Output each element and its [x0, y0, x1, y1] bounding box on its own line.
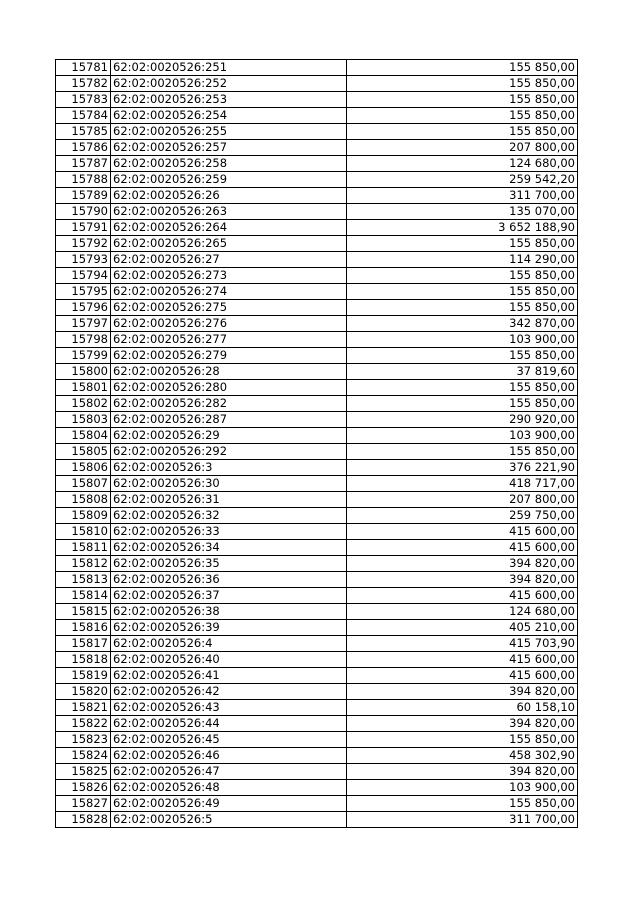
cadastral-number-cell: 62:02:0020526:48: [111, 780, 347, 796]
cadastral-number-cell: 62:02:0020526:39: [111, 620, 347, 636]
cadastral-number-cell: 62:02:0020526:276: [111, 316, 347, 332]
table-row: [56, 188, 578, 204]
table-row: [56, 140, 578, 156]
cadastral-value-cell: 342 870,00: [347, 316, 578, 332]
cadastral-number-cell: 62:02:0020526:37: [111, 588, 347, 604]
row-number-cell: 15785: [56, 124, 111, 140]
row-number-cell: 15791: [56, 220, 111, 236]
cadastral-value-cell: 259 750,00: [347, 508, 578, 524]
table-row: [56, 204, 578, 220]
row-number-cell: 15803: [56, 412, 111, 428]
cadastral-value-cell: 60 158,10: [347, 700, 578, 716]
table-row: [56, 748, 578, 764]
row-number-cell: 15795: [56, 284, 111, 300]
row-number-cell: 15807: [56, 476, 111, 492]
table-row: [56, 252, 578, 268]
cadastral-value-cell: 155 850,00: [347, 76, 578, 92]
table-row: [56, 284, 578, 300]
table-row: [56, 652, 578, 668]
row-number-cell: 15800: [56, 364, 111, 380]
cadastral-number-cell: 62:02:0020526:33: [111, 524, 347, 540]
table-row: [56, 812, 578, 828]
table-row: [56, 732, 578, 748]
cadastral-value-cell: 155 850,00: [347, 380, 578, 396]
table-row: [56, 492, 578, 508]
table-row: [56, 300, 578, 316]
cadastral-number-cell: 62:02:0020526:279: [111, 348, 347, 364]
cadastral-value-cell: 415 600,00: [347, 668, 578, 684]
row-number-cell: 15809: [56, 508, 111, 524]
row-number-cell: 15806: [56, 460, 111, 476]
cadastral-number-cell: 62:02:0020526:274: [111, 284, 347, 300]
cadastral-number-cell: 62:02:0020526:28: [111, 364, 347, 380]
cadastral-value-cell: 311 700,00: [347, 812, 578, 828]
cadastral-value-cell: 394 820,00: [347, 684, 578, 700]
cadastral-number-cell: 62:02:0020526:5: [111, 812, 347, 828]
cadastral-value-cell: 415 600,00: [347, 540, 578, 556]
cadastral-value-table: [55, 59, 578, 828]
table-row: [56, 428, 578, 444]
table-row: [56, 604, 578, 620]
cadastral-value-cell: 394 820,00: [347, 556, 578, 572]
cadastral-value-cell: 155 850,00: [347, 108, 578, 124]
cadastral-number-cell: 62:02:0020526:31: [111, 492, 347, 508]
table-body: [56, 60, 578, 828]
row-number-cell: 15801: [56, 380, 111, 396]
row-number-cell: 15826: [56, 780, 111, 796]
row-number-cell: 15817: [56, 636, 111, 652]
row-number-cell: 15781: [56, 60, 111, 76]
table-row: [56, 636, 578, 652]
row-number-cell: 15784: [56, 108, 111, 124]
table-row: [56, 572, 578, 588]
cadastral-number-cell: 62:02:0020526:259: [111, 172, 347, 188]
table-row: [56, 156, 578, 172]
cadastral-value-cell: 415 600,00: [347, 588, 578, 604]
table-row: [56, 508, 578, 524]
row-number-cell: 15813: [56, 572, 111, 588]
table-row: [56, 76, 578, 92]
table-row: [56, 412, 578, 428]
cadastral-value-cell: 155 850,00: [347, 348, 578, 364]
row-number-cell: 15823: [56, 732, 111, 748]
cadastral-value-cell: 135 070,00: [347, 204, 578, 220]
cadastral-number-cell: 62:02:0020526:46: [111, 748, 347, 764]
cadastral-value-cell: 415 703,90: [347, 636, 578, 652]
cadastral-number-cell: 62:02:0020526:42: [111, 684, 347, 700]
table-row: [56, 716, 578, 732]
table-row: [56, 380, 578, 396]
cadastral-number-cell: 62:02:0020526:292: [111, 444, 347, 460]
cadastral-number-cell: 62:02:0020526:43: [111, 700, 347, 716]
row-number-cell: 15819: [56, 668, 111, 684]
row-number-cell: 15816: [56, 620, 111, 636]
table-row: [56, 268, 578, 284]
cadastral-value-cell: 114 290,00: [347, 252, 578, 268]
table-row: [56, 332, 578, 348]
row-number-cell: 15818: [56, 652, 111, 668]
cadastral-value-cell: 155 850,00: [347, 284, 578, 300]
cadastral-value-cell: 37 819,60: [347, 364, 578, 380]
cadastral-number-cell: 62:02:0020526:49: [111, 796, 347, 812]
row-number-cell: 15810: [56, 524, 111, 540]
row-number-cell: 15798: [56, 332, 111, 348]
cadastral-number-cell: 62:02:0020526:280: [111, 380, 347, 396]
row-number-cell: 15802: [56, 396, 111, 412]
cadastral-number-cell: 62:02:0020526:30: [111, 476, 347, 492]
cadastral-value-cell: 155 850,00: [347, 92, 578, 108]
cadastral-number-cell: 62:02:0020526:257: [111, 140, 347, 156]
cadastral-value-cell: 207 800,00: [347, 140, 578, 156]
cadastral-value-cell: 155 850,00: [347, 124, 578, 140]
cadastral-value-cell: 415 600,00: [347, 652, 578, 668]
row-number-cell: 15797: [56, 316, 111, 332]
cadastral-number-cell: 62:02:0020526:29: [111, 428, 347, 444]
table-row: [56, 556, 578, 572]
table-row: [56, 60, 578, 76]
cadastral-number-cell: 62:02:0020526:265: [111, 236, 347, 252]
row-number-cell: 15793: [56, 252, 111, 268]
cadastral-value-cell: 155 850,00: [347, 268, 578, 284]
cadastral-value-cell: 124 680,00: [347, 604, 578, 620]
table-row: [56, 764, 578, 780]
table-row: [56, 780, 578, 796]
cadastral-number-cell: 62:02:0020526:277: [111, 332, 347, 348]
cadastral-value-cell: 394 820,00: [347, 716, 578, 732]
cadastral-value-cell: 458 302,90: [347, 748, 578, 764]
row-number-cell: 15790: [56, 204, 111, 220]
cadastral-number-cell: 62:02:0020526:34: [111, 540, 347, 556]
cadastral-number-cell: 62:02:0020526:264: [111, 220, 347, 236]
row-number-cell: 15808: [56, 492, 111, 508]
table-row: [56, 796, 578, 812]
cadastral-value-cell: 418 717,00: [347, 476, 578, 492]
cadastral-value-cell: 259 542,20: [347, 172, 578, 188]
row-number-cell: 15789: [56, 188, 111, 204]
cadastral-value-cell: 376 221,90: [347, 460, 578, 476]
cadastral-number-cell: 62:02:0020526:45: [111, 732, 347, 748]
cadastral-value-cell: 290 920,00: [347, 412, 578, 428]
table-row: [56, 236, 578, 252]
row-number-cell: 15824: [56, 748, 111, 764]
cadastral-number-cell: 62:02:0020526:287: [111, 412, 347, 428]
row-number-cell: 15812: [56, 556, 111, 572]
cadastral-number-cell: 62:02:0020526:258: [111, 156, 347, 172]
cadastral-number-cell: 62:02:0020526:36: [111, 572, 347, 588]
cadastral-number-cell: 62:02:0020526:251: [111, 60, 347, 76]
row-number-cell: 15786: [56, 140, 111, 156]
table-row: [56, 172, 578, 188]
table-row: [56, 124, 578, 140]
table-row: [56, 524, 578, 540]
cadastral-value-cell: 155 850,00: [347, 60, 578, 76]
cadastral-number-cell: 62:02:0020526:275: [111, 300, 347, 316]
table-row: [56, 476, 578, 492]
cadastral-value-cell: 394 820,00: [347, 572, 578, 588]
cadastral-number-cell: 62:02:0020526:27: [111, 252, 347, 268]
row-number-cell: 15815: [56, 604, 111, 620]
table-row: [56, 92, 578, 108]
cadastral-number-cell: 62:02:0020526:4: [111, 636, 347, 652]
row-number-cell: 15805: [56, 444, 111, 460]
row-number-cell: 15820: [56, 684, 111, 700]
table-row: [56, 396, 578, 412]
row-number-cell: 15788: [56, 172, 111, 188]
row-number-cell: 15787: [56, 156, 111, 172]
cadastral-value-cell: 155 850,00: [347, 396, 578, 412]
row-number-cell: 15782: [56, 76, 111, 92]
cadastral-number-cell: 62:02:0020526:263: [111, 204, 347, 220]
cadastral-number-cell: 62:02:0020526:47: [111, 764, 347, 780]
cadastral-number-cell: 62:02:0020526:41: [111, 668, 347, 684]
cadastral-value-cell: 155 850,00: [347, 444, 578, 460]
row-number-cell: 15821: [56, 700, 111, 716]
table-row: [56, 684, 578, 700]
cadastral-number-cell: 62:02:0020526:254: [111, 108, 347, 124]
cadastral-number-cell: 62:02:0020526:44: [111, 716, 347, 732]
cadastral-value-cell: 103 900,00: [347, 780, 578, 796]
cadastral-number-cell: 62:02:0020526:255: [111, 124, 347, 140]
table-row: [56, 444, 578, 460]
cadastral-value-cell: 103 900,00: [347, 332, 578, 348]
row-number-cell: 15796: [56, 300, 111, 316]
row-number-cell: 15794: [56, 268, 111, 284]
table-row: [56, 220, 578, 236]
cadastral-value-cell: 311 700,00: [347, 188, 578, 204]
table-row: [56, 668, 578, 684]
row-number-cell: 15783: [56, 92, 111, 108]
table-row: [56, 588, 578, 604]
cadastral-number-cell: 62:02:0020526:35: [111, 556, 347, 572]
row-number-cell: 15822: [56, 716, 111, 732]
cadastral-value-cell: 155 850,00: [347, 300, 578, 316]
row-number-cell: 15811: [56, 540, 111, 556]
cadastral-number-cell: 62:02:0020526:26: [111, 188, 347, 204]
cadastral-value-cell: 394 820,00: [347, 764, 578, 780]
table-row: [56, 620, 578, 636]
cadastral-number-cell: 62:02:0020526:32: [111, 508, 347, 524]
table-row: [56, 540, 578, 556]
cadastral-value-cell: 124 680,00: [347, 156, 578, 172]
cadastral-number-cell: 62:02:0020526:282: [111, 396, 347, 412]
row-number-cell: 15827: [56, 796, 111, 812]
table-row: [56, 316, 578, 332]
cadastral-number-cell: 62:02:0020526:273: [111, 268, 347, 284]
row-number-cell: 15825: [56, 764, 111, 780]
cadastral-number-cell: 62:02:0020526:3: [111, 460, 347, 476]
row-number-cell: 15814: [56, 588, 111, 604]
table-row: [56, 700, 578, 716]
cadastral-value-cell: 415 600,00: [347, 524, 578, 540]
table-row: [56, 108, 578, 124]
cadastral-number-cell: 62:02:0020526:253: [111, 92, 347, 108]
row-number-cell: 15799: [56, 348, 111, 364]
cadastral-value-cell: 103 900,00: [347, 428, 578, 444]
row-number-cell: 15804: [56, 428, 111, 444]
row-number-cell: 15792: [56, 236, 111, 252]
table-row: [56, 364, 578, 380]
cadastral-number-cell: 62:02:0020526:252: [111, 76, 347, 92]
table-row: [56, 348, 578, 364]
cadastral-value-cell: 3 652 188,90: [347, 220, 578, 236]
cadastral-value-cell: 155 850,00: [347, 236, 578, 252]
cadastral-value-cell: 155 850,00: [347, 796, 578, 812]
cadastral-value-cell: 405 210,00: [347, 620, 578, 636]
cadastral-number-cell: 62:02:0020526:38: [111, 604, 347, 620]
row-number-cell: 15828: [56, 812, 111, 828]
cadastral-value-cell: 155 850,00: [347, 732, 578, 748]
cadastral-value-cell: 207 800,00: [347, 492, 578, 508]
table-row: [56, 460, 578, 476]
cadastral-number-cell: 62:02:0020526:40: [111, 652, 347, 668]
